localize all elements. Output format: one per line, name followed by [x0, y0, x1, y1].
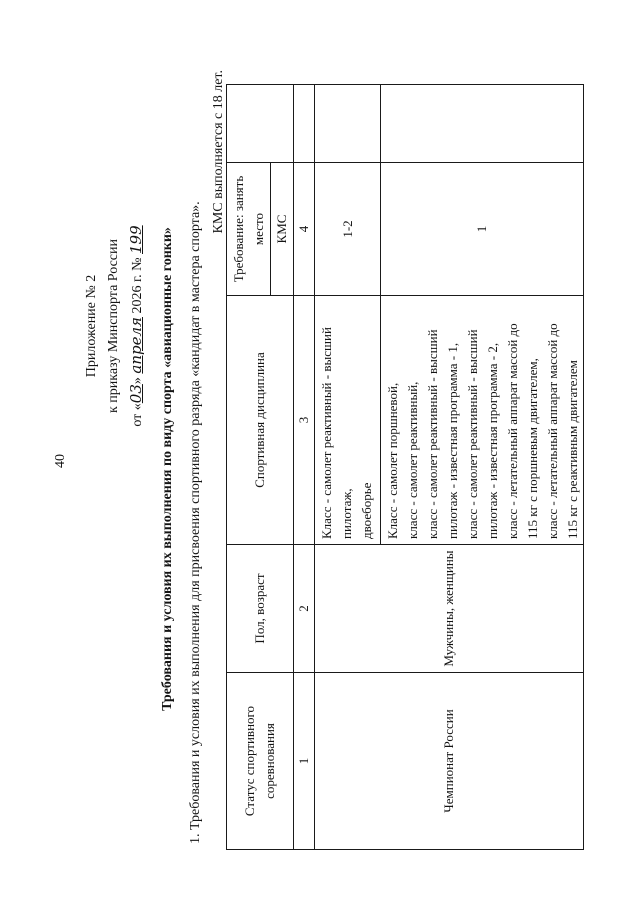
page-number: 40	[53, 454, 68, 468]
discipline-line: класс - самолет реактивный - высший	[425, 329, 440, 539]
annex-block	[81, 156, 149, 496]
discipline-line: пилотаж - известная программа - 2,	[485, 342, 500, 539]
table-row	[315, 85, 381, 850]
annex-order-ref: к приказу Минспорта России	[106, 239, 121, 413]
discipline-line: 115 кг с реактивным двигателем	[565, 360, 580, 539]
col-number-1: 1	[294, 673, 315, 850]
section-subtitle: 1. Требования и условия их выполнения для присвоения спортивного разряда «кандидат в мастера спорта».	[188, 201, 203, 844]
document-title: Требования и условия их выполнения по виду спорта «авиационные гонки»	[160, 227, 175, 711]
discipline-line: Класс - самолет реактивный - высший	[319, 327, 334, 539]
place-cell: 1-2	[315, 163, 381, 296]
date-prefix: от «	[130, 403, 145, 427]
header-kms: КМС	[271, 163, 294, 296]
discipline-line: Класс - самолет поршневой,	[385, 382, 400, 539]
col-number-4: 4	[294, 163, 315, 296]
discipline-cell	[381, 296, 584, 545]
table-number-row	[294, 85, 315, 850]
header-extra	[227, 85, 271, 163]
discipline-cell	[315, 296, 381, 545]
header-requirement: Требование: занять место	[227, 163, 271, 296]
header-extra-lower	[271, 85, 294, 163]
date-year: 2026 г. №	[130, 257, 145, 314]
col-number-3: 3	[294, 296, 315, 545]
date-day: 03	[127, 384, 145, 404]
discipline-line: пилотаж,	[339, 488, 354, 539]
annex-date-line	[125, 156, 149, 496]
place-cell: 1	[381, 163, 584, 296]
col-number-5	[294, 85, 315, 163]
requirements-table	[226, 84, 584, 850]
header-gender-age: Пол, возраст	[227, 545, 294, 673]
discipline-line: класс - самолет реактивный,	[405, 381, 420, 539]
discipline-line: класс - летательный аппарат массой до	[545, 323, 560, 539]
header-discipline: Спортивная дисциплина	[227, 296, 294, 545]
discipline-line: двоеборье	[359, 482, 374, 539]
date-month: апреля	[127, 317, 145, 374]
gender-age-cell: Мужчины, женщины	[315, 545, 584, 673]
date-sep: »	[130, 377, 145, 385]
col-number-2: 2	[294, 545, 315, 673]
discipline-line: класс - самолет реактивный - высший	[465, 329, 480, 539]
discipline-line: класс - летательный аппарат массой до	[505, 323, 520, 539]
status-cell: Чемпионат России	[315, 673, 584, 850]
table-header-row	[227, 85, 271, 850]
annex-title: Приложение № 2	[84, 274, 99, 378]
order-number: 199	[127, 225, 145, 254]
kms-age-note: КМС выполняется с 18 лет.	[211, 70, 226, 234]
extra-cell	[381, 85, 584, 163]
header-status: Статус спортивного соревнования	[227, 673, 294, 850]
discipline-line: 115 кг с поршневым двигателем,	[525, 358, 540, 539]
extra-cell	[315, 85, 381, 163]
discipline-line: пилотаж - известная программа - 1,	[445, 342, 460, 539]
